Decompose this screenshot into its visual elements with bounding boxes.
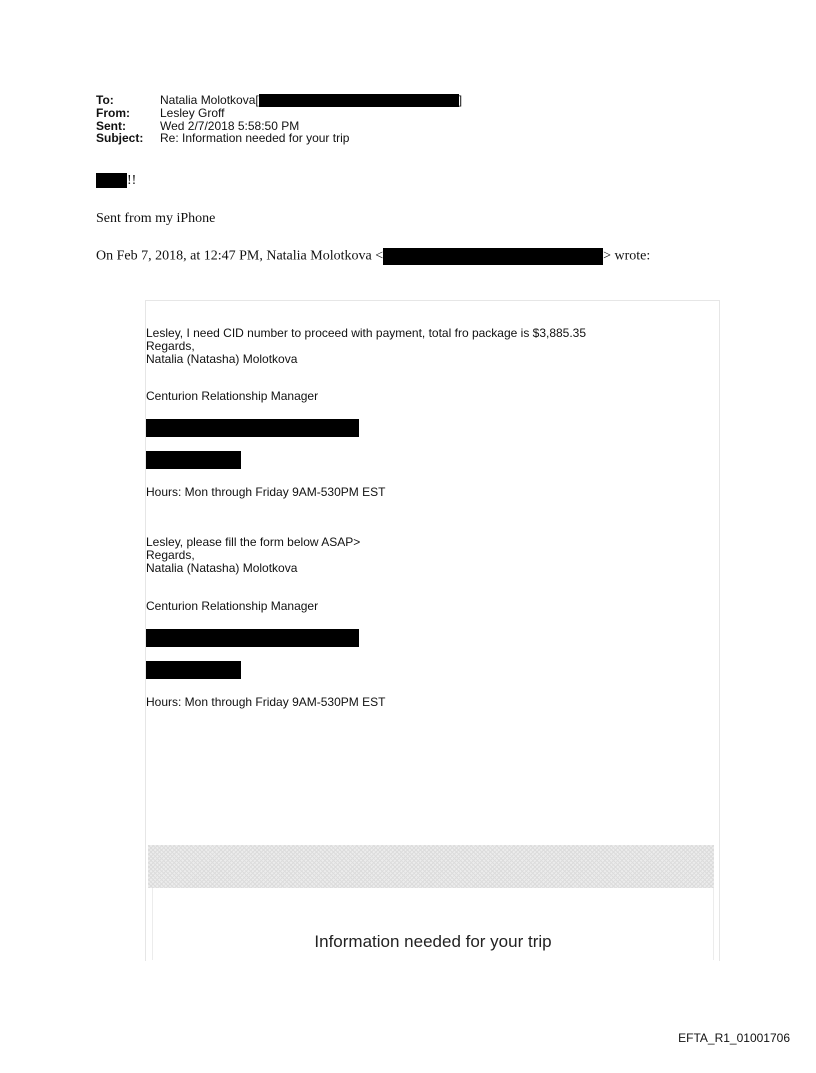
- regards-line: Regards,: [146, 548, 195, 562]
- redaction-block: [146, 629, 359, 647]
- subject-label: Subject:: [96, 131, 144, 145]
- sent-from-iphone: Sent from my iPhone: [96, 211, 216, 226]
- message-paragraph-2: [146, 536, 360, 575]
- redaction-block: [146, 419, 359, 437]
- regards-line: Regards,: [146, 339, 195, 353]
- sent-value: Wed 2/7/2018 5:58:50 PM: [160, 118, 300, 133]
- to-close: ]: [458, 93, 463, 107]
- sent-label: Sent:: [96, 118, 126, 133]
- email-banner-pattern: [148, 845, 714, 888]
- redaction-block: [259, 94, 459, 107]
- message-paragraph-1: [146, 327, 586, 366]
- quote-intro-end: > wrote:: [603, 248, 651, 264]
- to-value: Natalia Molotkova[: [160, 93, 259, 107]
- message-line: Lesley, I need CID number to proceed with payment, total fro package is $3,885.35: [146, 326, 587, 340]
- from-row: [96, 107, 462, 120]
- sender-role: Centurion Relationship Manager: [146, 599, 319, 613]
- reply-exclaim: !!: [127, 173, 137, 188]
- quote-intro: [96, 248, 650, 265]
- subject-value: Re: Information needed for your trip: [160, 131, 350, 145]
- sender-name: Natalia (Natasha) Molotkova: [146, 352, 298, 366]
- sender-role: Centurion Relationship Manager: [146, 389, 319, 403]
- subject-row: [96, 132, 462, 145]
- redaction-block: [383, 248, 603, 265]
- redaction-block: [96, 173, 127, 188]
- sender-name: Natalia (Natasha) Molotkova: [146, 561, 298, 575]
- from-label: From:: [96, 106, 130, 120]
- document-stamp: EFTA_R1_01001706: [678, 1031, 790, 1045]
- to-row: [96, 94, 462, 107]
- quote-intro-start: On Feb 7, 2018, at 12:47 PM, Natalia Molotkova <: [96, 248, 384, 264]
- hours-line: Hours: Mon through Friday 9AM-530PM EST: [146, 695, 386, 709]
- redaction-block: [146, 661, 241, 679]
- to-label: To:: [96, 93, 114, 107]
- redaction-block: [146, 451, 241, 469]
- from-value: Lesley Groff: [160, 106, 225, 120]
- reply-exclaim-line: [96, 173, 136, 189]
- hours-line: Hours: Mon through Friday 9AM-530PM EST: [146, 485, 386, 499]
- email-header: [96, 94, 462, 145]
- trip-info-card: [152, 888, 714, 960]
- message-line: Lesley, please fill the form below ASAP>: [146, 535, 361, 549]
- card-title: Information needed for your trip: [314, 932, 552, 951]
